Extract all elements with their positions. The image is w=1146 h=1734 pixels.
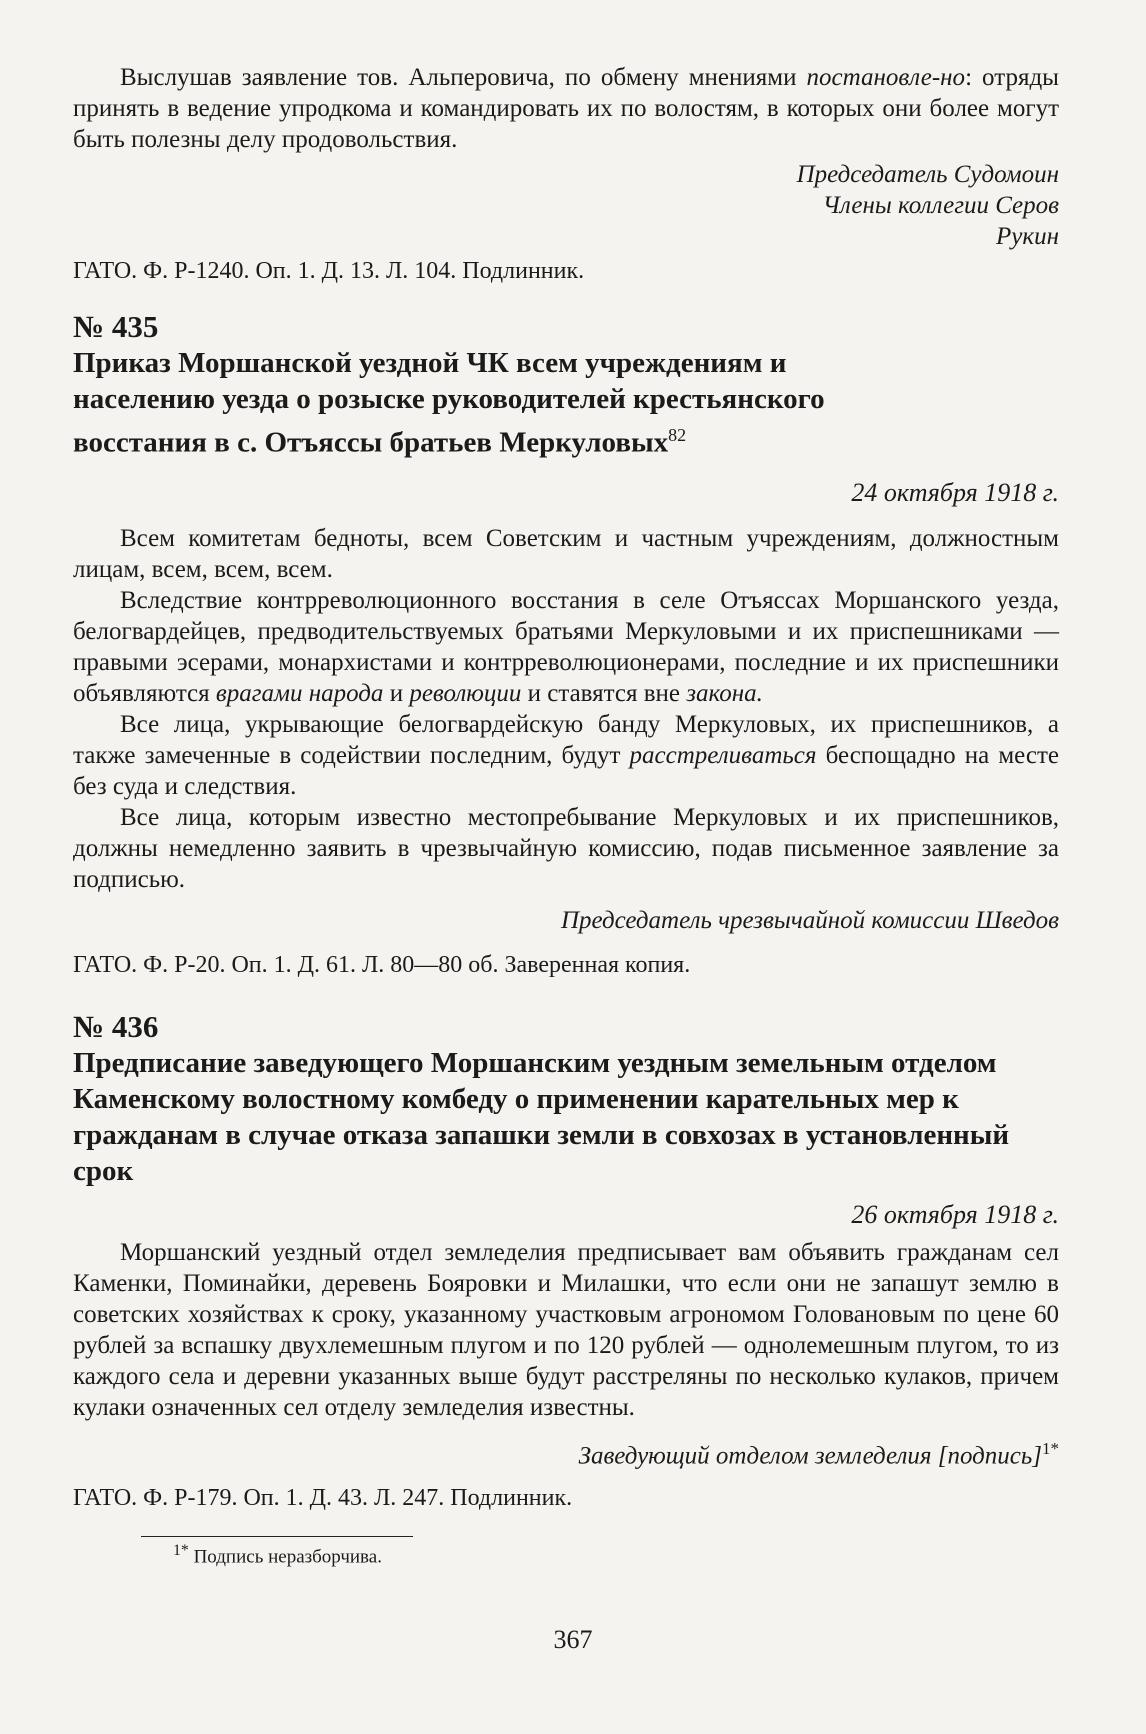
- signature-line: Председатель Судомоин: [796, 161, 1059, 188]
- paragraph: Выслушав заявление тов. Альперовича, по обмену мнениями постановле-но: отряды принять в ведение упродкома и командировать их по волостям, в которых они более могут быть полезны делу продовольствия.: [73, 64, 1059, 153]
- signature-line: Председатель чрезвычайной комиссии Шведов: [560, 906, 1059, 934]
- archive-source: ГАТО. Ф. Р-179. Оп. 1. Д. 43. Л. 247. Подлинник.: [73, 1484, 573, 1511]
- paragraph: Вследствие контрреволюционного восстания в селе Отъяссах Моршанского уезда, белогвардейцев, предводительствуемых братьями Меркуловыми и их приспешниками — правыми эсерами, монархистами и контрреволюционерами, последние и их приспешники объявляются врагами народа и революции и ставятся вне закона.: [73, 586, 1059, 707]
- footnote: $^{1*}$ Подпись неразборчива.: [173, 1541, 382, 1568]
- paragraph: Все лица, укрывающие белогвардейскую банду Меркуловых, их приспешников, а также замеченные в содействии последним, будут расстреливаться беспощадно на месте без суда и следствия.: [73, 710, 1059, 800]
- paragraph: Всем комитетам бедноты, всем Советским и частным учреждениям, должностным лицам, всем, всем, всем.: [73, 524, 1059, 583]
- paragraph: Моршанский уездный отдел земледелия предписывает вам объявить гражданам сел Каменки, Поминайки, деревень Бояровки и Милашки, что если они не запашут землю в советских хозяйствах к сроку, указанному участковым агрономом Головановым по цене 60 рублей за вспашку двухлемешным плугом и по 120 рублей — однолемешным плугом, то из каждого села и деревни указанных выше будут расстреляны по несколько кулаков, причем кулаки означенных сел отделу земледелия известны.: [73, 1238, 1059, 1421]
- document-date: 26 октября 1918 г.: [851, 1199, 1059, 1229]
- document-number: № 435: [73, 309, 159, 344]
- page-number: 367: [553, 1625, 593, 1654]
- signature-line: Рукин: [996, 223, 1059, 250]
- document-date: 24 октября 1918 г.: [851, 477, 1059, 507]
- document-number: № 436: [73, 1008, 159, 1044]
- signature-line: Заведующий отделом земледелия [подпись]$^{1*}$: [578, 1438, 1059, 1469]
- document-page: [73, 62, 1059, 1571]
- document-title: Предписание заведующего Моршанским уездным земельным отделом Каменскому волостному комбеду о применении карательных мер к гражданам в случае отказа запашки земли в совхозах в установленный срок: [73, 1046, 1010, 1187]
- archive-source: ГАТО. Ф. Р-1240. Оп. 1. Д. 13. Л. 104. Подлинник.: [73, 258, 585, 284]
- paragraph: Все лица, которым известно местопребывание Меркуловых и их приспешников, должны немедленно заявить в чрезвычайную комиссию, подав письменное заявление за подписью.: [73, 803, 1059, 893]
- signature-line: Члены коллегии Серов: [822, 192, 1059, 219]
- document-title: Приказ Моршанской уездной ЧК всем учреждениям и населению уезда о розыске руководителей крестьянского восстания в с. Отъяссы братьев Меркуловых$^{82}$: [73, 347, 825, 459]
- archive-source: ГАТО. Ф. Р-20. Оп. 1. Д. 61. Л. 80—80 об. Заверенная копия.: [73, 951, 691, 978]
